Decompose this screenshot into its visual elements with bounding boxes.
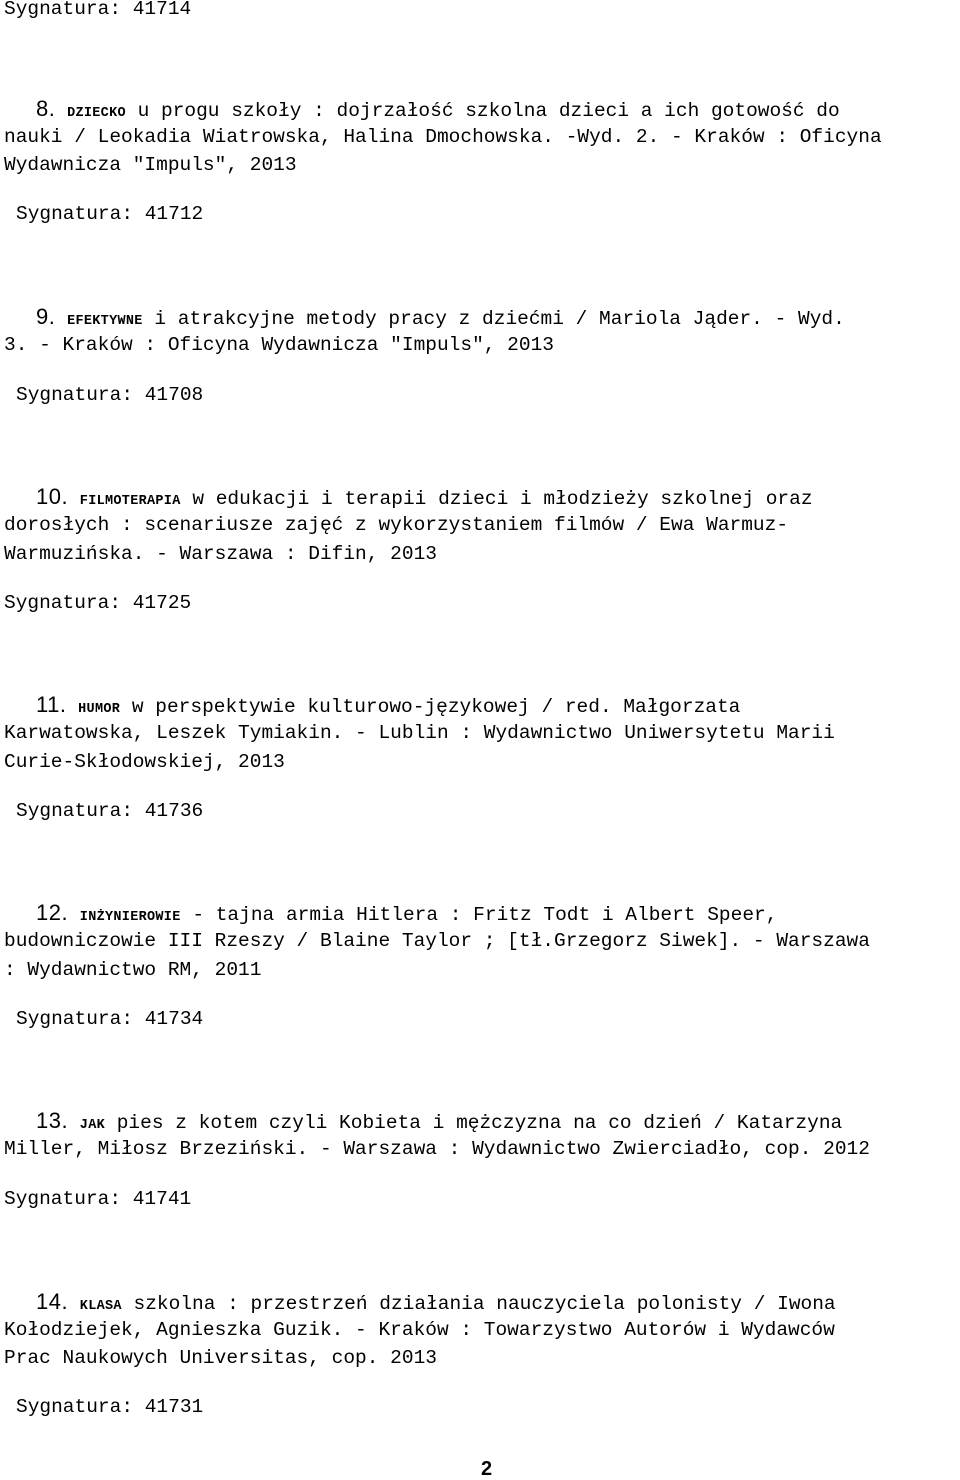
entry-lead-word: HUMOR: [78, 702, 121, 717]
entry-title-line: [36, 486, 813, 510]
entry-line: Warmuzińska. - Warszawa : Difin, 2013: [4, 543, 437, 565]
entry-lead-word: DZIECKO: [67, 106, 126, 121]
entry-number: 9.: [36, 304, 56, 329]
entry-line: Kołodziejek, Agnieszka Guzik. - Kraków : Towarzystwo Autorów i Wydawców: [4, 1319, 835, 1341]
signature-line: Sygnatura: 41714: [4, 0, 192, 20]
entry-line: 3. - Kraków : Oficyna Wydawnicza "Impuls", 2013: [4, 334, 554, 356]
signature-line: Sygnatura: 41736: [16, 800, 204, 822]
entry-line: : Wydawnictwo RM, 2011: [4, 959, 262, 981]
entry-title-line: [36, 902, 777, 926]
signature-line: Sygnatura: 41708: [16, 384, 204, 406]
signature-line: Sygnatura: 41712: [16, 203, 204, 225]
entry-lead-word: FILMOTERAPIA: [79, 494, 181, 509]
signature-line: Sygnatura: 41731: [16, 1396, 204, 1418]
entry-line: Karwatowska, Leszek Tymiakin. - Lublin : Wydawnictwo Uniwersytetu Marii: [4, 722, 835, 744]
signature-line: Sygnatura: 41734: [16, 1008, 204, 1030]
entry-number: 12.: [36, 900, 69, 925]
entry-line: Miller, Miłosz Brzeziński. - Warszawa : Wydawnictwo Zwierciadło, cop. 2012: [4, 1138, 870, 1160]
entry-number: 13.: [36, 1108, 69, 1133]
entry-title-rest: u progu szkoły : dojrzałość szkolna dzieci a ich gotowość do: [125, 100, 840, 122]
signature-line: Sygnatura: 41725: [4, 592, 192, 614]
entry-title-rest: - tajna armia Hitlera : Fritz Todt i Albert Speer,: [180, 904, 778, 926]
entry-number: 14.: [36, 1289, 69, 1314]
entry-title-rest: w perspektywie kulturowo-językowej / red. Małgorzata: [120, 696, 741, 718]
entry-title-rest: szkolna : przestrzeń działania nauczyciela polonisty / Iwona: [121, 1293, 836, 1315]
entry-lead-word: JAK: [79, 1118, 106, 1133]
entry-line: budowniczowie III Rzeszy / Blaine Taylor ; [tł.Grzegorz Siwek]. - Warszawa: [4, 930, 870, 952]
entry-number: 8.: [36, 96, 56, 121]
entry-title-rest: i atrakcyjne metody pracy z dziećmi / Mariola Jąder. - Wyd.: [142, 308, 845, 330]
entry-line: Wydawnicza "Impuls", 2013: [4, 154, 297, 176]
entry-title-line: [36, 98, 840, 122]
entry-lead-word: INŻYNIEROWIE: [79, 910, 181, 925]
entry-title-line: [36, 306, 845, 330]
entry-title-rest: w edukacji i terapii dzieci i młodzieży szkolnej oraz: [180, 488, 813, 510]
entry-line: dorosłych : scenariusze zajęć z wykorzystaniem filmów / Ewa Warmuz-: [4, 514, 789, 536]
entry-number: 10.: [36, 484, 69, 509]
entry-number: 11.: [36, 692, 67, 717]
entry-line: Curie-Skłodowskiej, 2013: [4, 751, 285, 773]
page-number: 2: [481, 1458, 493, 1480]
entry-line: nauki / Leokadia Wiatrowska, Halina Dmochowska. -Wyd. 2. - Kraków : Oficyna: [4, 126, 882, 148]
entry-line: Prac Naukowych Universitas, cop. 2013: [4, 1347, 437, 1369]
entry-lead-word: KLASA: [79, 1299, 122, 1314]
entry-title-rest: pies z kotem czyli Kobieta i mężczyzna na co dzień / Katarzyna: [105, 1112, 843, 1134]
entry-title-line: [36, 1110, 842, 1134]
entry-title-line: [36, 1291, 836, 1315]
entry-lead-word: EFEKTYWNE: [67, 314, 143, 329]
entry-title-line: [36, 694, 740, 718]
signature-line: Sygnatura: 41741: [4, 1188, 192, 1210]
